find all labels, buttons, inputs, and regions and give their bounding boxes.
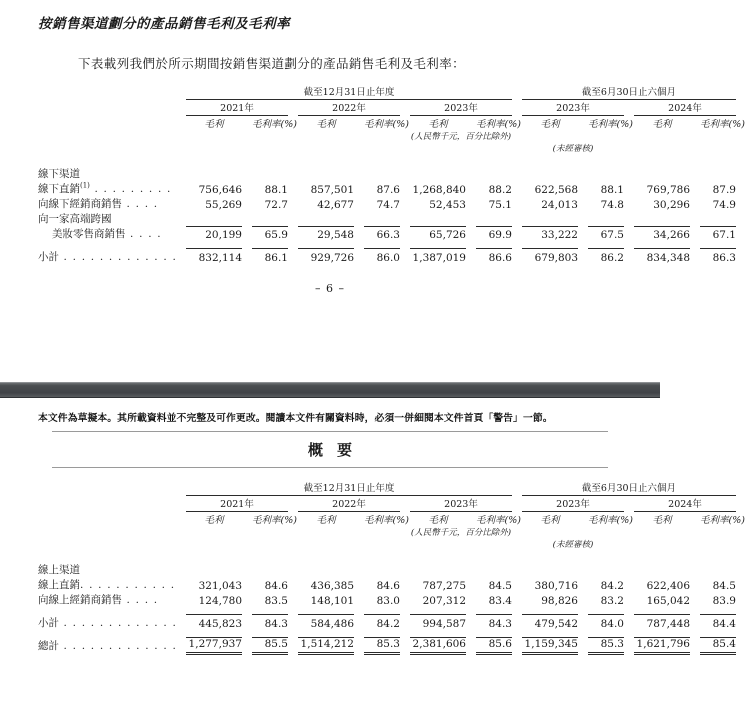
row-text: 美妝零售商銷售 — [52, 228, 126, 240]
cell: 86.0 — [376, 251, 400, 264]
cell: 69.9 — [476, 226, 512, 241]
cell: 165,042 — [646, 595, 690, 607]
offline-channel-group-label: 線下渠道 — [38, 168, 80, 180]
cell: 1,387,019 — [412, 251, 466, 264]
leader-dots: . . . . . . . . . . . . . — [59, 640, 177, 652]
leader-dots: . . . . . . . . . — [89, 183, 172, 195]
table-row — [38, 577, 736, 592]
cell: 1,159,345 — [522, 637, 578, 653]
table-row — [38, 196, 736, 211]
cell: 86.6 — [488, 251, 512, 264]
cell: 124,780 — [198, 595, 242, 607]
total-rule — [522, 630, 578, 638]
cell: 83.2 — [600, 595, 624, 607]
half-year-2024: 2024年 — [668, 499, 702, 510]
cell: 30,296 — [653, 199, 690, 211]
metric-gp-2021: 毛利 — [204, 515, 224, 526]
metric-gp-h2024: 毛利 — [652, 515, 672, 526]
year-2021: 2021年 — [220, 499, 254, 510]
rule-spacer — [38, 630, 736, 638]
leader-dots: . . . . . . . . . . . . . — [59, 616, 177, 629]
cell: 74.8 — [600, 199, 624, 211]
header-unaudited-note-row — [38, 142, 736, 154]
metric-gm-h2024: 毛利率(%) — [700, 515, 745, 526]
cell: 834,348 — [646, 251, 690, 264]
cell: 85.3 — [364, 637, 400, 653]
table-row-subtotal — [38, 249, 736, 264]
cell: 584,486 — [310, 617, 354, 630]
table-row — [38, 211, 736, 226]
metric-gp-2023: 毛利 — [428, 119, 448, 130]
cell: 88.1 — [264, 184, 288, 196]
row-label-online-direct — [38, 577, 186, 592]
cell: 34,266 — [634, 226, 690, 241]
row-label-retailer-line1: 向一家高端跨國 — [38, 213, 112, 225]
subtotal-rule — [252, 241, 288, 249]
table-row-total — [38, 637, 736, 653]
cell: 321,043 — [198, 580, 242, 592]
cell: 994,587 — [422, 617, 466, 630]
row-text: 小計 — [38, 616, 59, 629]
metric-gm-2022: 毛利率(%) — [364, 515, 409, 526]
cell: 832,114 — [198, 251, 242, 264]
metric-gm-h2023: 毛利率(%) — [588, 119, 633, 130]
cell: 75.1 — [488, 199, 512, 211]
leader-dots: . . . . — [122, 198, 159, 210]
cell: 84.4 — [712, 617, 736, 630]
half-year-2023: 2023年 — [556, 499, 590, 510]
row-text: 向線下經銷商銷售 — [38, 198, 122, 210]
row-label-offline-direct — [38, 181, 186, 196]
subtotal-rule — [522, 607, 578, 615]
metric-gp-2022: 毛利 — [316, 119, 336, 130]
cell: 52,453 — [429, 199, 466, 211]
cell: 436,385 — [310, 580, 354, 592]
group-title-half: 截至6月30日止六個月 — [581, 483, 677, 494]
offline-group-label-row — [38, 166, 736, 181]
leader-dots: . . . . . . . . . . . . . — [59, 250, 177, 263]
table-row-subtotal — [38, 615, 736, 630]
page-number: – 6 – — [315, 281, 345, 295]
section-intro-paragraph: 下表載列我們於所示期間按銷售渠道劃分的產品銷售毛利及毛利率： — [78, 56, 466, 71]
online-group-label-row — [38, 562, 736, 577]
subtotal-rule — [410, 607, 466, 615]
subtotal-rule — [588, 241, 624, 249]
total-rule — [186, 630, 242, 638]
section-title: 按銷售渠道劃分的產品銷售毛利及毛利率 — [38, 16, 290, 32]
header-year-row — [38, 100, 736, 115]
metric-gp-h2024: 毛利 — [652, 119, 672, 130]
online-channel-group-label: 線上渠道 — [38, 564, 80, 576]
unaudited-note: (未經審核) — [552, 540, 594, 550]
total-rule — [700, 630, 736, 638]
half-year-2024: 2024年 — [668, 103, 702, 114]
cell: 479,542 — [534, 617, 578, 630]
table-row — [38, 592, 736, 607]
cell: 857,501 — [310, 184, 354, 196]
cell: 83.9 — [712, 595, 736, 607]
cell: 87.6 — [376, 184, 400, 196]
metric-gm-2022: 毛利率(%) — [364, 119, 409, 130]
table-top-spacer — [38, 72, 736, 84]
subtotal-rule — [364, 241, 400, 249]
cell: 84.0 — [600, 617, 624, 630]
cell: 83.4 — [488, 595, 512, 607]
subtotal-rule — [252, 607, 288, 615]
metric-gp-h2023: 毛利 — [540, 119, 560, 130]
header-group-row — [38, 480, 736, 494]
footnote-marker: (1) — [80, 181, 90, 190]
row-label-retailer-line2 — [38, 226, 186, 241]
subtotal-rule — [298, 241, 354, 249]
header-body-spacer — [38, 154, 736, 166]
cell: 380,716 — [534, 580, 578, 592]
row-text: 線上直銷 — [38, 579, 80, 591]
cell: 207,312 — [422, 595, 466, 607]
leader-dots: . . . . — [122, 594, 159, 606]
total-rule — [252, 630, 288, 638]
group-title-half: 截至6月30日止六個月 — [581, 87, 677, 98]
subtotal-rule — [476, 607, 512, 615]
subtotal-rule — [700, 241, 736, 249]
cell: 84.6 — [376, 580, 400, 592]
draft-notice: 本文件為草擬本。其所載資料並不完整及可作更改。閱讀本文件有關資料時，必須一併細閱本文件首頁「警告」一節。 — [38, 413, 553, 424]
metric-gp-2022: 毛利 — [316, 515, 336, 526]
metric-gm-2023: 毛利率(%) — [476, 515, 521, 526]
year-2023: 2023年 — [444, 499, 478, 510]
row-label-online-subtotal — [38, 615, 186, 630]
rule-spacer — [38, 607, 736, 615]
unit-note: (人民幣千元，百分比除外) — [410, 132, 512, 142]
cell: 84.6 — [264, 580, 288, 592]
summary-heading-band — [52, 431, 608, 468]
table-row — [38, 181, 736, 196]
cell: 84.3 — [264, 617, 288, 630]
cell: 33,222 — [522, 226, 578, 241]
header-year-row — [38, 496, 736, 511]
row-text: 向線上經銷商銷售 — [38, 594, 122, 606]
cell: 84.3 — [488, 617, 512, 630]
cell: 88.1 — [600, 184, 624, 196]
cell: 88.2 — [488, 184, 512, 196]
metric-gm-2023: 毛利率(%) — [476, 119, 521, 130]
cell: 42,677 — [317, 199, 354, 211]
header-metric-row — [38, 116, 736, 131]
subtotal-rule — [364, 607, 400, 615]
group-title-years: 截至12月31日止年度 — [303, 87, 395, 98]
year-2022: 2022年 — [332, 103, 366, 114]
leader-dots: . . . . . . . . . . . — [80, 579, 176, 591]
metric-gp-2021: 毛利 — [204, 119, 224, 130]
total-rule — [364, 630, 400, 638]
half-year-2023: 2023年 — [556, 103, 590, 114]
rule-spacer — [38, 241, 736, 249]
metric-gm-2021: 毛利率(%) — [252, 119, 297, 130]
cell: 86.1 — [264, 251, 288, 264]
cell: 87.9 — [712, 184, 736, 196]
cell: 67.1 — [700, 226, 736, 241]
metric-gp-2023: 毛利 — [428, 515, 448, 526]
cell: 1,621,796 — [634, 637, 690, 653]
cell: 1,277,937 — [186, 637, 242, 653]
row-text: 線下直銷 — [38, 183, 80, 195]
cell: 85.4 — [700, 637, 736, 653]
header-group-row — [38, 84, 736, 98]
cell: 72.7 — [264, 199, 288, 211]
year-2021: 2021年 — [220, 103, 254, 114]
cell: 20,199 — [186, 226, 242, 241]
cell: 679,803 — [534, 251, 578, 264]
cell: 84.2 — [376, 617, 400, 630]
header-unaudited-note-row — [38, 538, 736, 550]
cell: 85.5 — [252, 637, 288, 653]
subtotal-rule — [186, 241, 242, 249]
cell: 84.5 — [488, 580, 512, 592]
cell: 86.2 — [600, 251, 624, 264]
row-text: 小計 — [38, 250, 59, 263]
header-metric-row — [38, 512, 736, 527]
metric-gp-h2023: 毛利 — [540, 515, 560, 526]
cell: 83.5 — [264, 595, 288, 607]
leader-dots: . . . . — [125, 228, 162, 240]
cell: 756,646 — [198, 184, 242, 196]
table-row — [38, 226, 736, 241]
metric-gm-h2024: 毛利率(%) — [700, 119, 745, 130]
subtotal-rule — [298, 607, 354, 615]
page-separator-band — [0, 382, 660, 398]
row-text: 總計 — [38, 640, 59, 652]
cell: 65,726 — [410, 226, 466, 241]
subtotal-rule — [476, 241, 512, 249]
offline-channel-table — [38, 72, 745, 264]
cell: 86.3 — [712, 251, 736, 264]
unaudited-note: (未經審核) — [552, 144, 594, 154]
cell: 85.3 — [588, 637, 624, 653]
subtotal-rule — [522, 241, 578, 249]
total-rule — [588, 630, 624, 638]
subtotal-rule — [634, 241, 690, 249]
group-title-years: 截至12月31日止年度 — [303, 483, 395, 494]
table-top-spacer — [38, 468, 736, 480]
total-rule — [298, 630, 354, 638]
unit-note: (人民幣千元，百分比除外) — [410, 528, 512, 538]
year-2022: 2022年 — [332, 499, 366, 510]
cell: 622,406 — [646, 580, 690, 592]
cell: 769,786 — [646, 184, 690, 196]
header-unit-note-row — [38, 526, 736, 538]
cell: 55,269 — [205, 199, 242, 211]
online-channel-table — [38, 468, 745, 655]
header-unit-note-row — [38, 130, 736, 142]
row-label-offline-distributors — [38, 196, 186, 211]
cell: 84.5 — [712, 580, 736, 592]
subtotal-rule — [186, 607, 242, 615]
cell: 29,548 — [298, 226, 354, 241]
metric-gm-2021: 毛利率(%) — [252, 515, 297, 526]
cell: 85.6 — [476, 637, 512, 653]
cell: 65.9 — [252, 226, 288, 241]
summary-heading: 概要 — [307, 441, 366, 459]
cell: 445,823 — [198, 617, 242, 630]
cell: 929,726 — [310, 251, 354, 264]
row-label-online-distributors — [38, 592, 186, 607]
row-label-offline-subtotal — [38, 249, 186, 264]
metric-gm-h2023: 毛利率(%) — [588, 515, 633, 526]
cell: 148,101 — [310, 595, 354, 607]
cell: 787,275 — [422, 580, 466, 592]
row-label-grand-total — [38, 637, 186, 653]
cell: 1,514,212 — [298, 637, 354, 653]
subtotal-rule — [634, 607, 690, 615]
year-2023: 2023年 — [444, 103, 478, 114]
cell: 84.2 — [600, 580, 624, 592]
subtotal-rule — [588, 607, 624, 615]
total-rule — [410, 630, 466, 638]
cell: 66.3 — [364, 226, 400, 241]
cell: 67.5 — [588, 226, 624, 241]
cell: 1,268,840 — [412, 184, 466, 196]
cell: 787,448 — [646, 617, 690, 630]
cell: 622,568 — [534, 184, 578, 196]
subtotal-rule — [410, 241, 466, 249]
total-rule — [634, 630, 690, 638]
header-body-spacer — [38, 550, 736, 562]
cell: 74.9 — [712, 199, 736, 211]
cell: 98,826 — [541, 595, 578, 607]
cell: 83.0 — [376, 595, 400, 607]
subtotal-rule — [700, 607, 736, 615]
cell: 74.7 — [376, 199, 400, 211]
page-two — [0, 398, 745, 655]
cell: 2,381,606 — [410, 637, 466, 653]
total-rule — [476, 630, 512, 638]
cell: 24,013 — [541, 199, 578, 211]
